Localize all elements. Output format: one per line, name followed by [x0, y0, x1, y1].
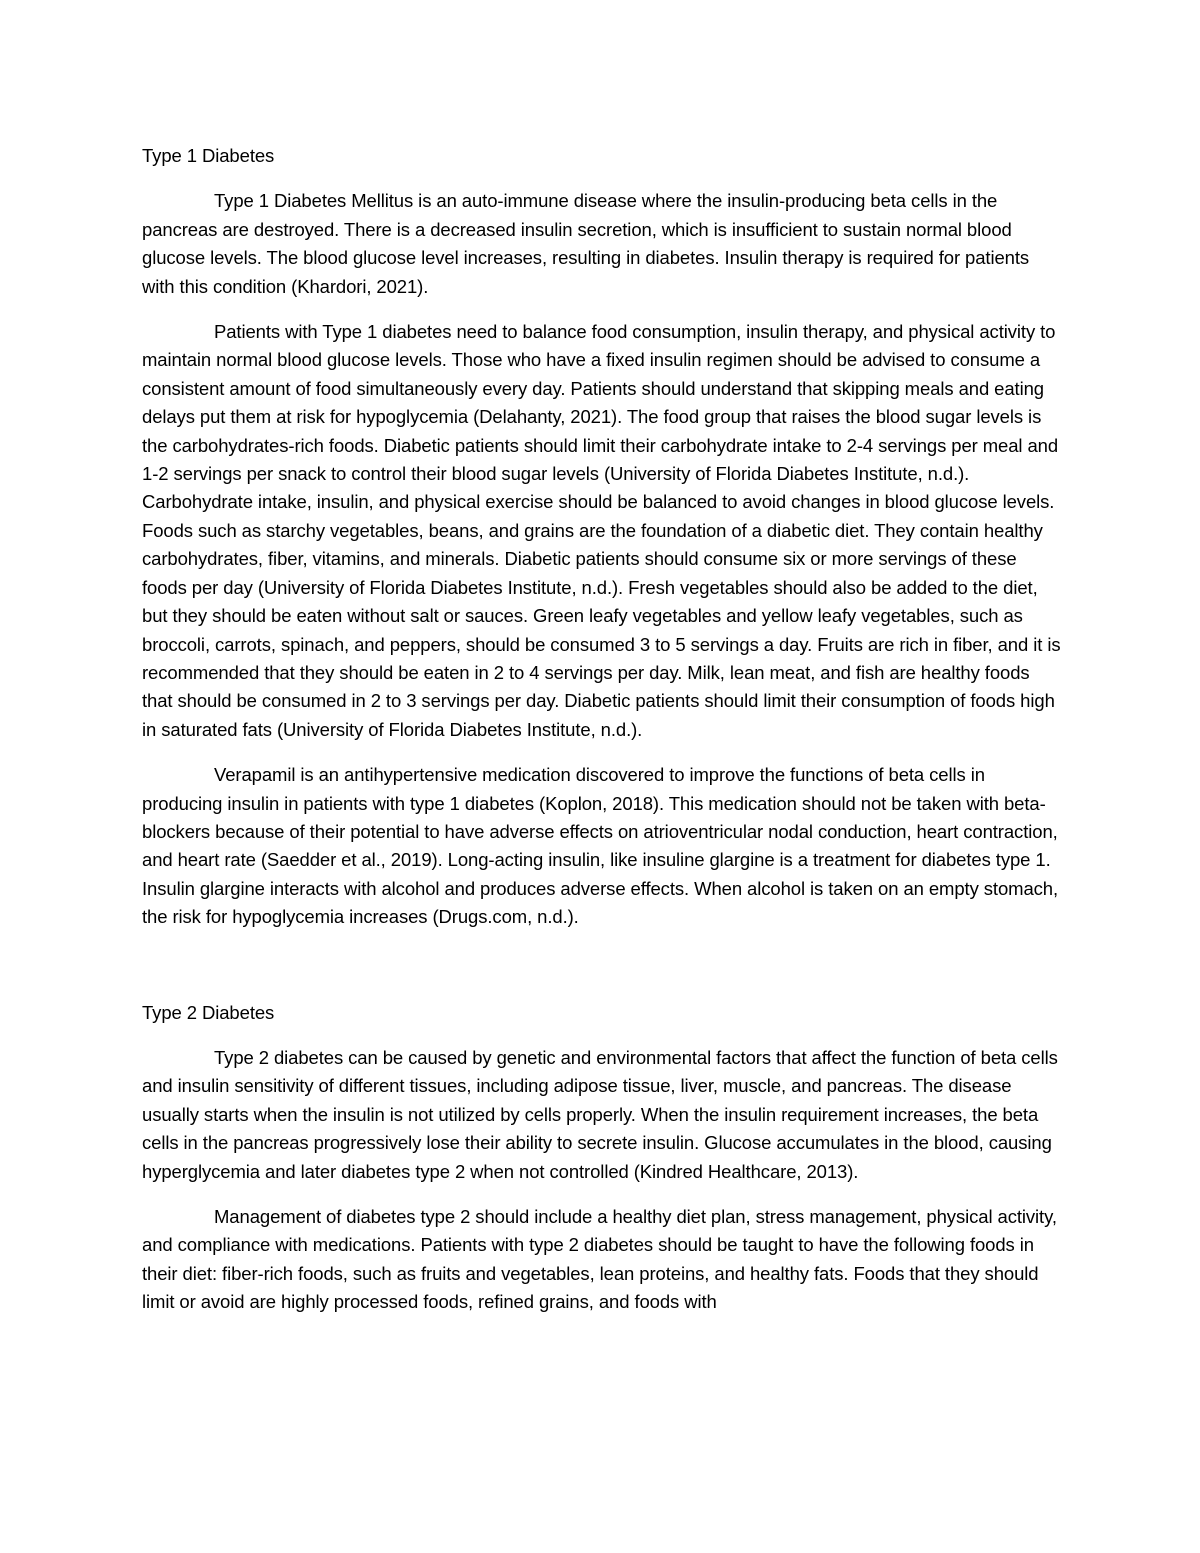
paragraph-type-2-management: Management of diabetes type 2 should include a healthy diet plan, stress management, physical activity, and compliance with medications. Patients with type 2 diabetes should be taught to have the following foods in their diet: fiber-rich foods, such as fruits and vegetables, lean proteins, and healthy fats. Foods that they should limit or avoid are highly processed foods, refined grains, and foods with	[142, 1206, 1057, 1313]
section-heading-type-1: Type 1 Diabetes	[142, 145, 275, 166]
paragraph-type-1-diet: Patients with Type 1 diabetes need to balance food consumption, insulin therapy, and physical activity to maintain normal blood glucose levels. Those who have a fixed insulin regimen should be advised to consume a consistent amount of food simultaneously every day. Patients should understand that skipping meals and eating delays put them at risk for hypoglycemia (Delahanty, 2021). The food group that raises the blood sugar levels is the carbohydrates-rich foods. Diabetic patients should limit their carbohydrate intake to 2-4 servings per meal and 1-2 servings per snack to control their blood sugar levels (University of Florida Diabetes Institute, n.d.). Carbohydrate intake, insulin, and physical exercise should be balanced to avoid changes in blood glucose levels. Foods such as starchy vegetables, beans, and grains are the foundation of a diabetic diet. They contain healthy carbohydrates, fiber, vitamins, and minerals. Diabetic patients should consume six or more servings of these foods per day (University of Florida Diabetes Institute, n.d.). Fresh vegetables should also be added to the diet, but they should be eaten without salt or sauces. Green leafy vegetables and yellow leafy vegetables, such as broccoli, carrots, spinach, and peppers, should be consumed 3 to 5 servings a day. Fruits are rich in fiber, and it is recommended that they should be eaten in 2 to 4 servings per day. Milk, lean meat, and fish are healthy foods that should be consumed in 2 to 3 servings per day. Diabetic patients should limit their consumption of foods high in saturated fats (University of Florida Diabetes Institute, n.d.).	[142, 321, 1061, 740]
document-body	[142, 142, 1064, 1317]
paragraph-type-1-definition: Type 1 Diabetes Mellitus is an auto-immune disease where the insulin-producing beta cells in the pancreas are destroyed. There is a decreased insulin secretion, which is insufficient to sustain normal blood glucose levels. The blood glucose level increases, resulting in diabetes. Insulin therapy is required for patients with this condition (Khardori, 2021).	[142, 190, 1030, 297]
section-heading-type-2: Type 2 Diabetes	[142, 1001, 275, 1023]
paragraph-type-2-causes: Type 2 diabetes can be caused by genetic and environmental factors that affect the function of beta cells and insulin sensitivity of different tissues, including adipose tissue, liver, muscle, and pancreas. The disease usually starts when the insulin is not utilized by cells properly. When the insulin requirement increases, the beta cells in the pancreas progressively lose their ability to secrete insulin. Glucose accumulates in the blood, causing hyperglycemia and later diabetes type 2 when not controlled (Kindred Healthcare, 2013).	[142, 1046, 1058, 1182]
paragraph-type-1-medication: Verapamil is an antihypertensive medication discovered to improve the functions of beta cells in producing insulin in patients with type 1 diabetes (Koplon, 2018). This medication should not be taken with beta-blockers because of their potential to have adverse effects on atrioventricular nodal conduction, heart contraction, and heart rate (Saedder et al., 2019). Long-acting insulin, like insuline glargine is a treatment for diabetes type 1. Insulin glargine interacts with alcohol and produces adverse effects. When alcohol is taken on an empty stomach, the risk for hypoglycemia increases (Drugs.com, n.d.).	[142, 764, 1059, 928]
